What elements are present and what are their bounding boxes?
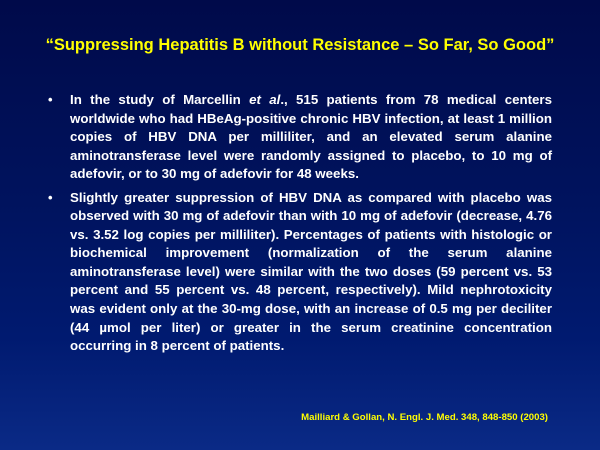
bullet-icon: •: [48, 189, 53, 205]
bullet-text-post: ., 515 patients from 78 medical centers worldwide who had HBeAg-positive chronic HBV infection, at least 1 million copies of HBV DNA per milliliter, and an elevated serum alanine aminotransferase level were randomly assigned to placebo, to 10 mg of adefovir, or to 30 mg of adefovir for 48 weeks.: [70, 92, 552, 182]
slide-title: “Suppressing Hepatitis B without Resistance – So Far, So Good”: [45, 36, 555, 54]
bullet-text: Slightly greater suppression of HBV DNA as compared with placebo was observed with 30 mg of adefovir than with 10 mg of adefovir (decrease, 4.76 vs. 3.52 log copies per milliliter). Percentages of patients with histologic or biochemical improvement (normalization of the serum alanine aminotransferase level) were similar with the two doses (59 percent vs. 53 percent and 55 percent vs. 48 percent, respectively). Mild nephrotoxicity was evident only at the 30-mg dose, with an increase of 0.5 mg per deciliter (44 µmol per liter) or greater in the serum creatinine concentration occurring in 8 percent of patients.: [70, 189, 552, 354]
citation: Mailliard & Gollan, N. Engl. J. Med. 348, 848-850 (2003): [301, 412, 548, 423]
bullet-text-pre: In the study of Marcellin: [70, 92, 250, 107]
bullet-icon: •: [48, 92, 53, 107]
bullet-text-italic: et al: [249, 92, 281, 107]
bullet-item-study-design: [46, 91, 552, 184]
bullet-item-results: [46, 189, 552, 356]
bullet-list: [46, 91, 552, 361]
